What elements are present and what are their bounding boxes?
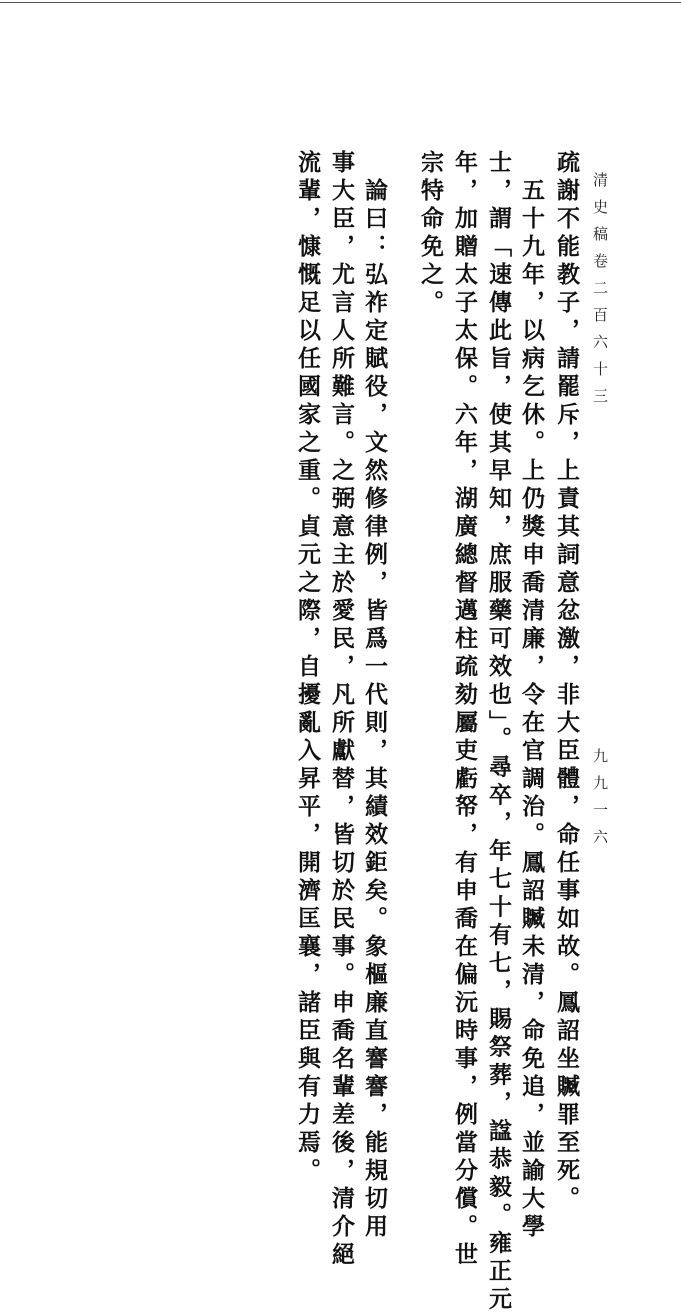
text-column-5: 宗特命免之。 [417,150,444,318]
top-border-line [0,2,681,3]
book-title-header: 清史稿卷二百六十三 [591,172,609,415]
text-column-7: 事大臣，尤言人所難言。之弼意主於愛民，凡所獻替，皆切於民事。申喬名輩差後，清介絕 [328,150,355,1270]
page-number: 九九一六 [591,748,609,856]
text-column-8: 流輩，慷慨足以任國家之重。貞元之際，自擾亂入昇平，開濟匡襄，諸臣與有力焉。 [294,150,321,1186]
text-column-2: 五十九年，以病乞休。上仍獎申喬清廉，令在官調治。鳳詔贓未清，命免追，並諭大學 [518,178,545,1242]
text-column-6: 論曰：弘祚定賦役，文然修律例，皆爲一代則，其績效鉅矣。象樞廉直謇謇，能規切用 [361,178,388,1242]
text-column-4: 年，加贈太子太保。六年，湖廣總督邁柱疏劾屬吏虧帑，有申喬在偏沅時事，例當分償。世 [451,150,478,1270]
text-column-1: 疏謝不能教子，請罷斥，上責其詞意忿激，非大臣體，命任事如故。鳳詔坐贓罪至死。 [553,150,580,1214]
text-column-3: 士，謂「速傳此旨，使其早知，庶服藥可效也」。尋卒，年七十有七，賜祭葬，諡恭毅。雍正元 [485,150,512,1315]
